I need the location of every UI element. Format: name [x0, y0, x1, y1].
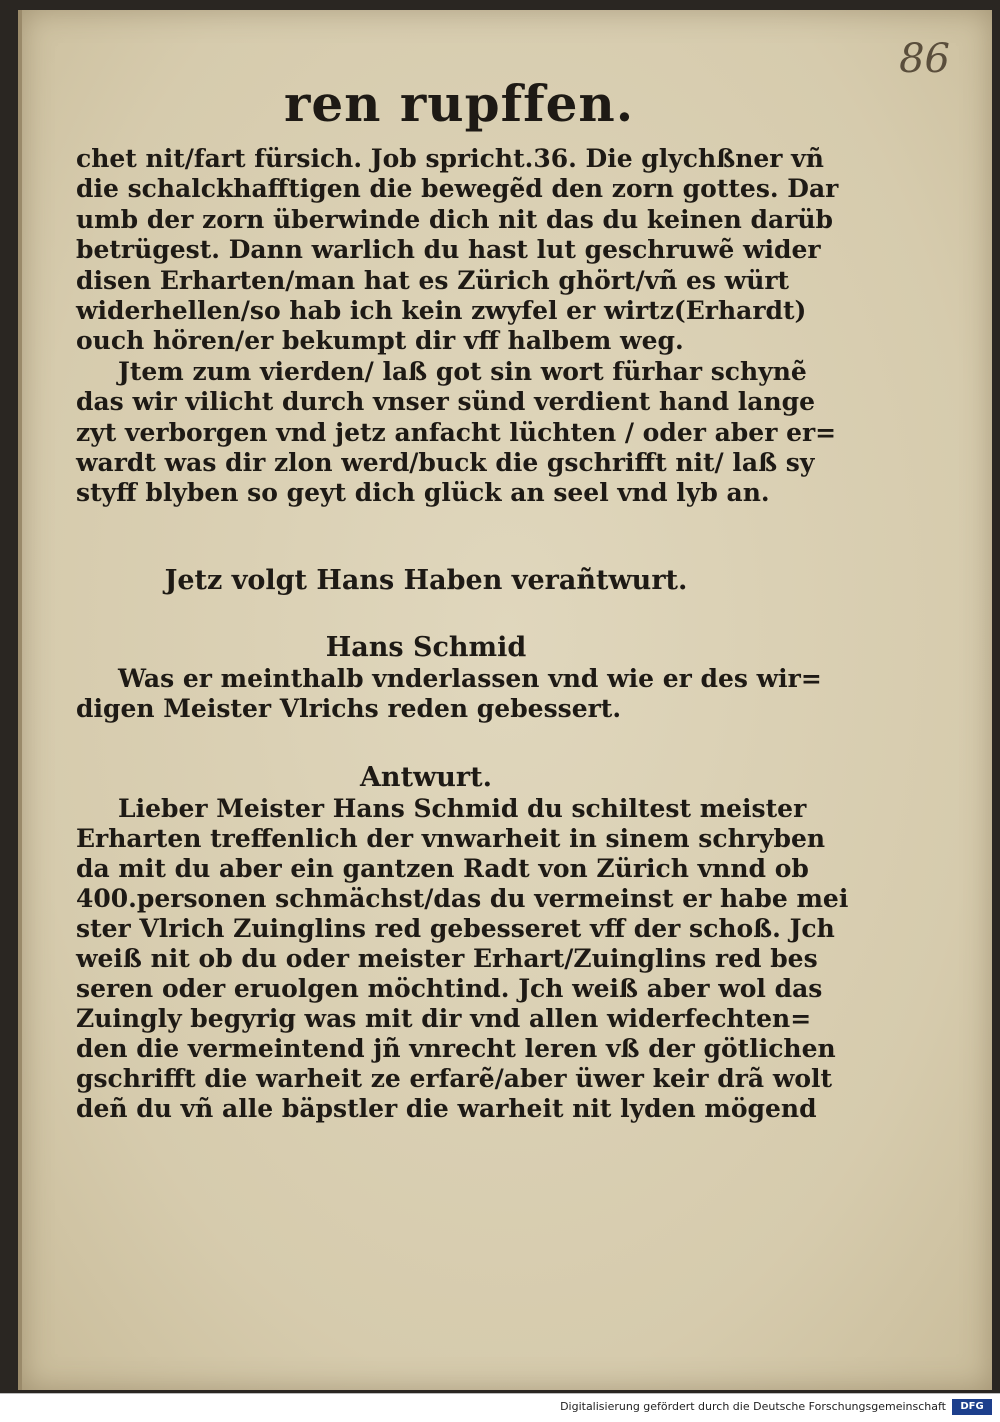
text-line: seren oder eruolgen möchtind. Jch weiß aber wol das	[76, 974, 823, 1003]
paragraph-1	[76, 144, 839, 509]
book-page	[18, 10, 992, 1390]
text-line: die schalckhafftigen die bewegẽd den zorn gottes. Dar	[76, 174, 839, 204]
text-line: das wir vilicht durch vnser sünd verdient hand lange	[76, 387, 816, 417]
text-line: Zuingly begyrig was mit dir vnd allen widerfechten=	[76, 1004, 812, 1033]
section-heading: Hans Schmid	[325, 632, 527, 663]
text-line: ouch hören/er bekumpt dir vff halbem weg.	[76, 326, 684, 356]
paragraph-3	[76, 664, 822, 724]
paragraph-4	[76, 794, 849, 1124]
text-line: Erharten treffenlich der vnwarheit in sinem schryben	[76, 824, 826, 853]
text-line: styff blyben so geyt dich glück an seel vnd lyb an.	[76, 478, 770, 508]
section-heading: Antwurt.	[359, 762, 493, 793]
text-line: chet nit/fart fürsich. Job spricht.36. Die glychßner vñ	[76, 144, 824, 173]
text-line: widerhellen/so hab ich kein zwyfel er wirtz(Erhardt)	[76, 296, 807, 326]
text-line: gschrifft die warheit ze erfarẽ/aber üwer keir drã wolt	[76, 1064, 833, 1093]
text-line: ster Vlrich Zuinglins red gebesseret vff der schoß. Jch	[76, 914, 835, 943]
text-line: 400.personen schmächst/das du vermeinst er habe mei	[76, 884, 849, 913]
text-line: deñ du vñ alle bäpstler die warheit nit lyden mögend	[76, 1094, 817, 1123]
folio-number: 86	[899, 36, 950, 82]
text-line: Jtem zum vierden/ laß got sin wort fürhar schynẽ	[118, 356, 807, 386]
running-head: ren rupffen.	[284, 74, 635, 133]
text-line: da mit du aber ein gantzen Radt von Zürich vnnd ob	[76, 854, 809, 883]
footer-bar	[0, 1393, 1000, 1422]
text-line: zyt verborgen vnd jetz anfacht lüchten / oder aber er=	[76, 417, 837, 447]
section-heading: Jetz volgt Hans Haben verañtwurt.	[164, 565, 688, 596]
text-line: disen Erharten/man hat es Zürich ghört/vñ es würt	[76, 265, 790, 295]
text-line: Was er meinthalb vnderlassen vnd wie er des wir=	[118, 664, 822, 693]
text-line: weiß nit ob du oder meister Erhart/Zuinglins red bes	[76, 944, 818, 973]
text-line: den die vermeintend jñ vnrecht leren vß der götlichen	[76, 1034, 836, 1063]
dfg-logo: DFG	[952, 1399, 992, 1415]
text-line: Lieber Meister Hans Schmid du schiltest meister	[118, 794, 807, 823]
text-line: digen Meister Vlrichs reden gebessert.	[76, 694, 622, 723]
text-line: betrügest. Dann warlich du hast lut geschruwẽ wider	[76, 235, 821, 265]
text-line: wardt was dir zlon werd/buck die gschrifft nit/ laß sy	[76, 448, 815, 478]
text-line: umb der zorn überwinde dich nit das du keinen darüb	[76, 204, 834, 234]
funding-note: Digitalisierung gefördert durch die Deutsche Forschungsgemeinschaft	[560, 1400, 946, 1413]
